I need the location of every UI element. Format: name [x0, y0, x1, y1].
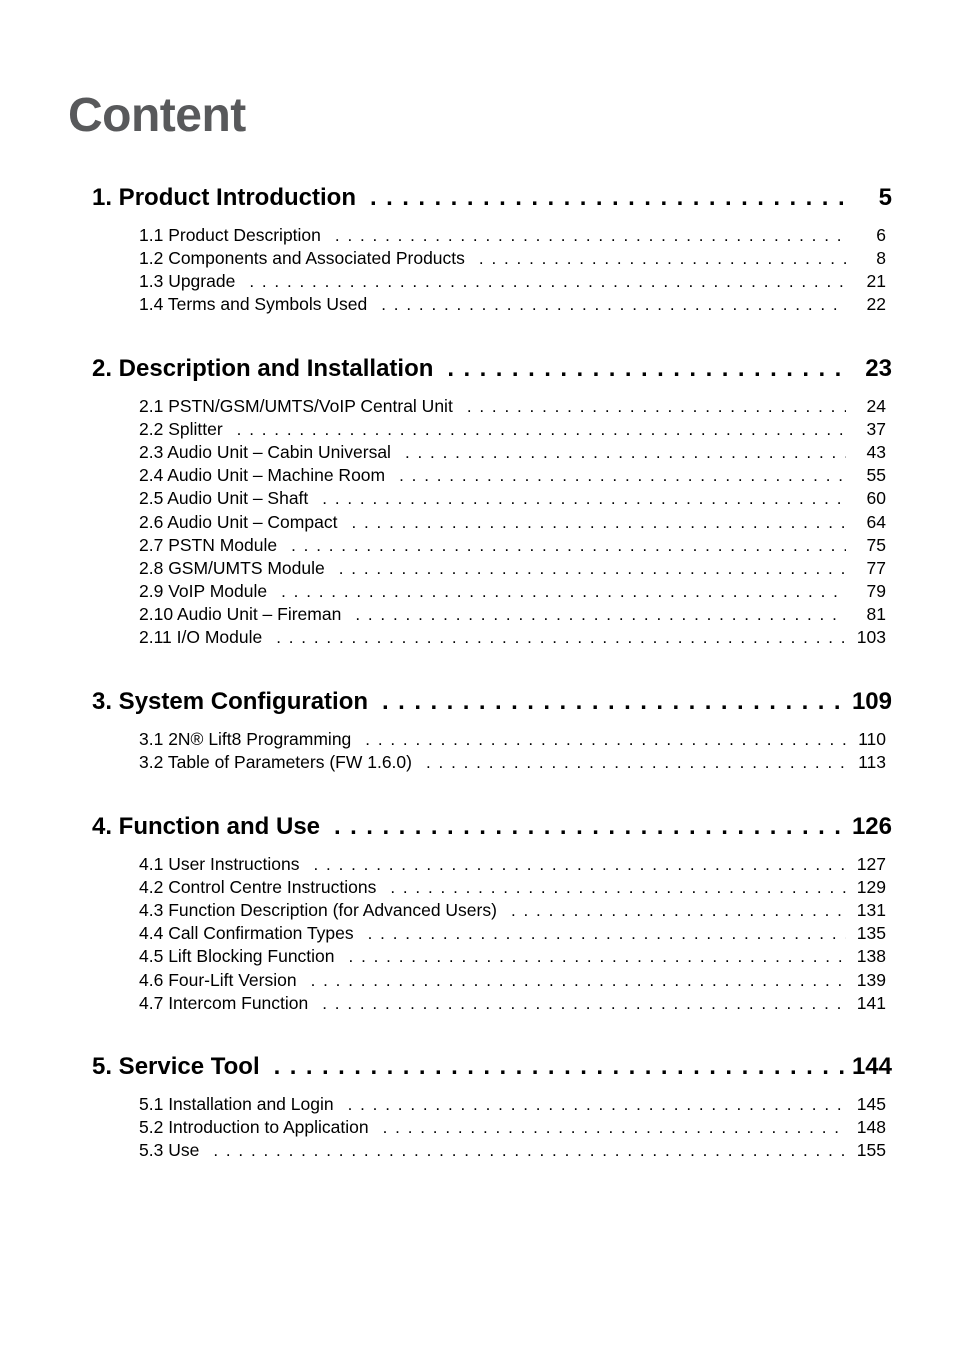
dot-leader [213, 1141, 846, 1161]
section-entry[interactable] [139, 604, 886, 627]
section-page-number: 43 [866, 442, 886, 463]
section-entry[interactable] [139, 946, 886, 969]
section-entry[interactable] [139, 488, 886, 511]
dot-leader [339, 559, 846, 579]
chapter-entry[interactable] [92, 184, 892, 214]
section-entry[interactable] [139, 970, 886, 993]
dot-leader [313, 855, 846, 875]
dot-leader [349, 947, 846, 967]
section-page-number: 24 [866, 396, 886, 416]
chapter-entry[interactable] [92, 355, 892, 385]
section-entry[interactable] [139, 729, 886, 752]
section-entry[interactable] [139, 558, 886, 581]
dot-leader [322, 994, 846, 1014]
section-title: 1.2 Components and Associated Products [139, 248, 465, 269]
section-title: 5.2 Introduction to Application [139, 1117, 369, 1138]
dot-leader [311, 971, 846, 991]
section-entry[interactable] [139, 294, 886, 317]
section-entry[interactable] [139, 442, 886, 465]
section-title: 2.3 Audio Unit – Cabin Universal [139, 442, 391, 463]
section-title: 4.7 Intercom Function [139, 992, 309, 1013]
dot-leader [390, 878, 846, 898]
section-title: 4.6 Four-Lift Version [139, 969, 297, 990]
dot-leader [447, 355, 844, 383]
chapter-page-number: 126 [851, 813, 892, 840]
section-entry[interactable] [139, 900, 886, 923]
dot-leader [381, 295, 846, 315]
section-title: 2.6 Audio Unit – Compact [139, 511, 338, 532]
section-entry[interactable] [139, 535, 886, 558]
section-page-number: 113 [858, 752, 886, 773]
chapter-entry[interactable] [92, 813, 892, 843]
dot-leader [399, 466, 846, 486]
dot-leader [365, 730, 846, 750]
chapter-entry[interactable] [92, 1053, 892, 1083]
section-title: 2.4 Audio Unit – Machine Room [139, 465, 386, 486]
section-page-number: 79 [866, 580, 886, 601]
section-page-number: 22 [866, 294, 886, 315]
section-title: 2.2 Splitter [139, 419, 223, 440]
section-entry[interactable] [139, 419, 886, 442]
dot-leader [426, 753, 846, 773]
section-title: 4.4 Call Confirmation Types [139, 923, 354, 944]
section-page-number: 131 [856, 900, 886, 921]
dot-leader [479, 249, 846, 269]
section-page-number: 127 [856, 854, 886, 874]
section-title: 5.3 Use [139, 1140, 200, 1161]
section-entry[interactable] [139, 581, 886, 604]
dot-leader [322, 489, 846, 509]
dot-leader [348, 1095, 846, 1115]
section-entry[interactable] [139, 1140, 886, 1163]
dot-leader [382, 688, 844, 716]
section-page-number: 55 [866, 465, 886, 486]
section-entry[interactable] [139, 1094, 886, 1117]
section-page-number: 135 [856, 923, 886, 944]
section-entry[interactable] [139, 752, 886, 775]
chapter-entry[interactable] [92, 688, 892, 718]
section-title: 2.11 I/O Module [139, 627, 263, 647]
section-title: 2.9 VoIP Module [139, 580, 268, 601]
section-entry[interactable] [139, 877, 886, 900]
section-page-number: 81 [866, 603, 886, 624]
section-title: 2.7 PSTN Module [139, 534, 278, 555]
section-page-number: 139 [856, 969, 886, 990]
section-page-number: 103 [856, 627, 886, 647]
section-title: 1.1 Product Description [139, 225, 321, 245]
section-title: 3.2 Table of Parameters (FW 1.6.0) [139, 752, 412, 773]
dot-leader [334, 813, 844, 841]
section-page-number: 75 [866, 534, 886, 555]
section-page-number: 145 [856, 1094, 886, 1114]
chapter-title: 3. System Configuration [92, 688, 369, 715]
section-entry[interactable] [139, 396, 886, 419]
section-page-number: 129 [856, 877, 886, 898]
section-title: 2.8 GSM/UMTS Module [139, 557, 325, 578]
section-title: 2.1 PSTN/GSM/UMTS/VoIP Central Unit [139, 396, 453, 416]
section-page-number: 77 [866, 557, 886, 578]
dot-leader [355, 605, 846, 625]
section-title: 4.3 Function Description (for Advanced Users) [139, 900, 497, 921]
section-title: 5.1 Installation and Login [139, 1094, 334, 1114]
section-entry[interactable] [139, 627, 886, 650]
section-page-number: 37 [866, 419, 886, 440]
chapter-title: 2. Description and Installation [92, 355, 434, 382]
section-page-number: 21 [866, 271, 886, 292]
dot-leader [511, 901, 846, 921]
section-entry[interactable] [139, 225, 886, 248]
section-entry[interactable] [139, 465, 886, 488]
section-entry[interactable] [139, 1117, 886, 1140]
section-page-number: 155 [856, 1140, 886, 1161]
dot-leader [351, 513, 846, 533]
section-title: 1.3 Upgrade [139, 271, 236, 292]
section-page-number: 148 [856, 1117, 886, 1138]
dot-leader [467, 397, 846, 417]
section-entry[interactable] [139, 248, 886, 271]
section-entry[interactable] [139, 854, 886, 877]
section-entry[interactable] [139, 271, 886, 294]
dot-leader [249, 272, 846, 292]
section-title: 4.1 User Instructions [139, 854, 300, 874]
section-page-number: 110 [858, 729, 886, 749]
section-page-number: 64 [866, 511, 886, 532]
section-title: 3.1 2N® Lift8 Programming [139, 729, 352, 749]
dot-leader [276, 628, 846, 648]
dot-leader [281, 582, 846, 602]
section-title: 2.10 Audio Unit – Fireman [139, 603, 342, 624]
page-title: Content [68, 89, 246, 142]
section-title: 2.5 Audio Unit – Shaft [139, 488, 309, 509]
dot-leader [405, 443, 846, 463]
section-entry[interactable] [139, 993, 886, 1016]
dot-leader [237, 420, 846, 440]
dot-leader [383, 1118, 846, 1138]
dot-leader [291, 536, 846, 556]
chapter-title: 1. Product Introduction [92, 184, 356, 211]
dot-leader [370, 184, 844, 212]
section-page-number: 141 [856, 992, 886, 1013]
section-title: 1.4 Terms and Symbols Used [139, 294, 368, 315]
chapter-title: 4. Function and Use [92, 813, 321, 840]
section-page-number: 60 [866, 488, 886, 509]
chapter-page-number: 23 [865, 355, 892, 382]
section-entry[interactable] [139, 923, 886, 946]
section-page-number: 6 [876, 225, 886, 245]
dot-leader [335, 226, 846, 246]
section-entry[interactable] [139, 512, 886, 535]
section-title: 4.5 Lift Blocking Function [139, 946, 335, 967]
chapter-page-number: 109 [851, 688, 892, 715]
section-page-number: 138 [856, 946, 886, 967]
dot-leader [368, 924, 846, 944]
section-page-number: 8 [876, 248, 886, 269]
chapter-page-number: 144 [851, 1053, 892, 1080]
chapter-title: 5. Service Tool [92, 1053, 260, 1080]
dot-leader [274, 1053, 844, 1081]
section-title: 4.2 Control Centre Instructions [139, 877, 377, 898]
chapter-page-number: 5 [878, 184, 892, 211]
